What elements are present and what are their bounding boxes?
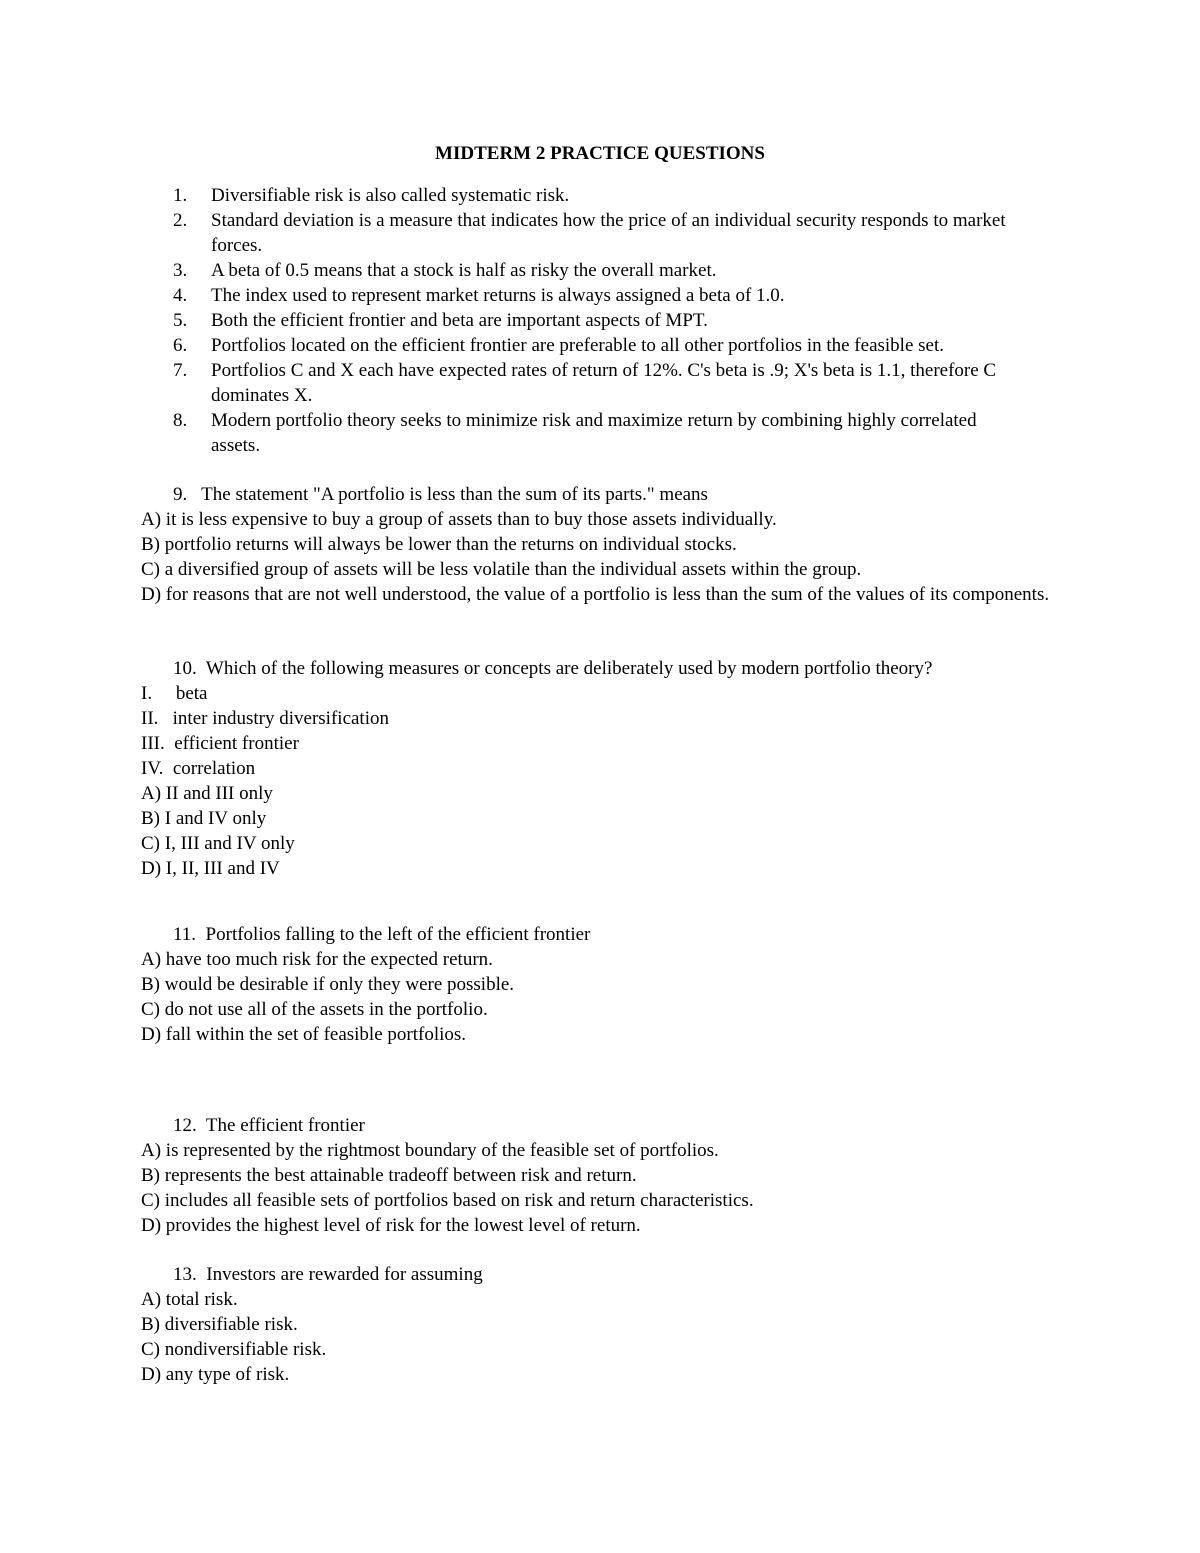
question-12-stem: 12. The efficient frontier (173, 1115, 365, 1136)
item-number: 5. (173, 310, 188, 331)
question-11-option-a: A) have too much risk for the expected return. (141, 949, 493, 970)
item-number: 3. (173, 260, 188, 281)
question-10-option-d: D) I, II, III and IV (141, 858, 280, 879)
question-10-option-c: C) I, III and IV only (141, 833, 295, 854)
question-10-option-b: B) I and IV only (141, 808, 267, 829)
question-10-stem: 10. Which of the following measures or concepts are deliberately used by modern portfolio theory? (173, 658, 933, 679)
item-text: Portfolios C and X each have expected rates of return of 12%. C's beta is .9; X's beta is 1.1, therefore C dominates X. (211, 360, 997, 406)
question-13-stem: 13. Investors are rewarded for assuming (173, 1264, 483, 1285)
question-12-option-a: A) is represented by the rightmost boundary of the feasible set of portfolios. (141, 1140, 719, 1161)
item-number: 1. (173, 185, 188, 206)
item-text: Both the efficient frontier and beta are important aspects of MPT. (211, 310, 708, 331)
item-number: 2. (173, 210, 188, 231)
question-9-option-b: B) portfolio returns will always be lower than the returns on individual stocks. (141, 534, 737, 555)
item-number: 7. (173, 360, 188, 381)
item-number: 4. (173, 285, 188, 306)
question-9-option-a: A) it is less expensive to buy a group of assets than to buy those assets individually. (141, 509, 777, 530)
question-13-option-d: D) any type of risk. (141, 1364, 290, 1385)
question-11-option-c: C) do not use all of the assets in the portfolio. (141, 999, 488, 1020)
question-10-roman-iii: III. efficient frontier (141, 733, 299, 754)
question-10-option-a: A) II and III only (141, 783, 273, 804)
question-12-option-d: D) provides the highest level of risk for the lowest level of return. (141, 1215, 641, 1236)
item-text: Modern portfolio theory seeks to minimize risk and maximize return by combining highly correlated assets. (211, 410, 977, 456)
question-12-option-b: B) represents the best attainable tradeoff between risk and return. (141, 1165, 637, 1186)
item-text: A beta of 0.5 means that a stock is half as risky the overall market. (211, 260, 717, 281)
question-9-stem: 9. The statement "A portfolio is less than the sum of its parts." means (173, 484, 708, 505)
question-13-option-a: A) total risk. (141, 1289, 238, 1310)
item-text: Standard deviation is a measure that indicates how the price of an individual security responds to market forces. (211, 210, 1006, 256)
question-10-roman-i: I. beta (141, 683, 208, 704)
question-13-option-b: B) diversifiable risk. (141, 1314, 298, 1335)
question-11-stem: 11. Portfolios falling to the left of the efficient frontier (173, 924, 591, 945)
question-9-option-d: D) for reasons that are not well understood, the value of a portfolio is less than the sum of the values of its components. (141, 584, 1050, 605)
question-11-option-d: D) fall within the set of feasible portfolios. (141, 1024, 467, 1045)
item-number: 6. (173, 335, 188, 356)
item-text: Portfolios located on the efficient frontier are preferable to all other portfolios in the feasible set. (211, 335, 944, 356)
item-text: Diversifiable risk is also called systematic risk. (211, 185, 570, 206)
page-title: MIDTERM 2 PRACTICE QUESTIONS (435, 143, 765, 164)
item-text: The index used to represent market returns is always assigned a beta of 1.0. (211, 285, 785, 306)
question-10-roman-iv: IV. correlation (141, 758, 256, 779)
question-12-option-c: C) includes all feasible sets of portfolios based on risk and return characteristics. (141, 1190, 754, 1211)
item-number: 8. (173, 410, 188, 431)
question-10-roman-ii: II. inter industry diversification (141, 708, 389, 729)
question-9-option-c: C) a diversified group of assets will be less volatile than the individual assets within the group. (141, 559, 862, 580)
question-13-option-c: C) nondiversifiable risk. (141, 1339, 327, 1360)
question-11-option-b: B) would be desirable if only they were possible. (141, 974, 515, 995)
